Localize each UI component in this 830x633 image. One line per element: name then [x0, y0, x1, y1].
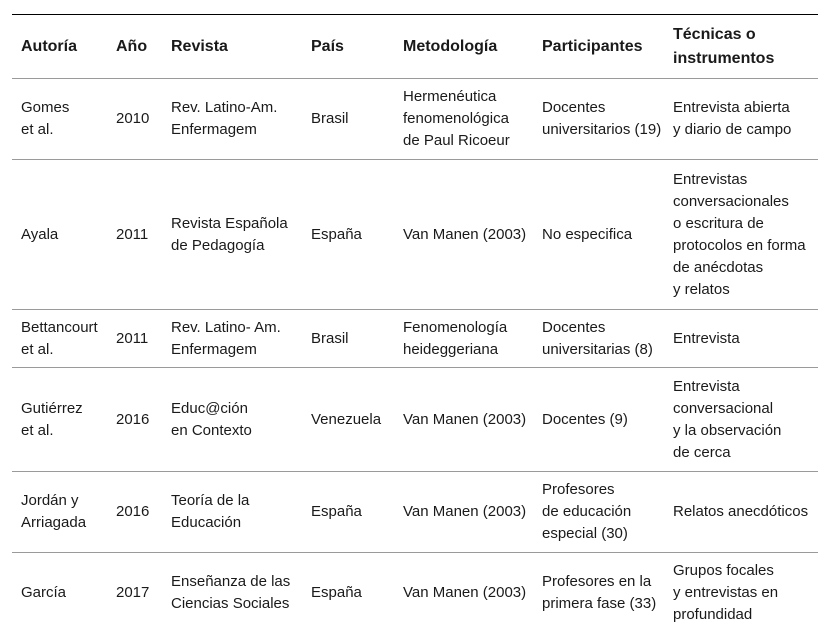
header-tecnicas: Técnicas o instrumentos — [673, 25, 775, 67]
cell-autoria: Bettancourt et al. — [21, 318, 98, 358]
cell-autoria: García — [21, 583, 67, 601]
table-header-row — [12, 15, 818, 79]
cell-metodologia: Fenomenología heideggeriana — [403, 318, 508, 358]
cell-ano: 2010 — [116, 110, 150, 127]
cell-participantes: Docentes universitarias (8) — [542, 318, 653, 358]
cell-autoria: Ayala — [21, 225, 59, 243]
cell-revista: Enseñanza de las Ciencias Sociales — [171, 572, 291, 612]
cell-tecnicas: Relatos anecdóticos — [673, 503, 809, 520]
cell-pais: Venezuela — [311, 410, 382, 428]
table-row — [12, 553, 818, 633]
header-ano: Año — [116, 37, 148, 55]
cell-revista: Revista Española de Pedagogía — [171, 214, 288, 254]
cell-ano: 2017 — [116, 583, 150, 601]
studies-table — [12, 14, 818, 633]
header-participantes: Participantes — [542, 37, 643, 55]
cell-tecnicas: Entrevista conversacional y la observación de cerca — [673, 377, 782, 461]
cell-metodologia: Van Manen (2003) — [403, 410, 527, 428]
cell-participantes: Docentes universitarios (19) — [542, 99, 662, 138]
cell-metodologia: Van Manen (2003) — [403, 225, 527, 243]
cell-pais: Brasil — [311, 110, 349, 127]
header-pais: País — [311, 37, 344, 55]
table-row — [12, 368, 818, 472]
table-row — [12, 79, 818, 160]
cell-metodologia: Van Manen (2003) — [403, 583, 527, 601]
cell-pais: España — [311, 225, 362, 243]
header-autoria: Autoría — [21, 37, 77, 55]
cell-tecnicas: Entrevista abierta y diario de campo — [673, 99, 792, 138]
cell-pais: Brasil — [311, 329, 349, 347]
cell-participantes: Profesores de educación especial (30) — [542, 481, 632, 542]
cell-metodologia: Hermenéutica fenomenológica de Paul Ricoeur — [403, 88, 510, 149]
cell-autoria: Gutiérrez et al. — [21, 399, 83, 439]
cell-tecnicas: Grupos focales y entrevistas en profundidad — [673, 561, 779, 623]
cell-metodologia: Van Manen (2003) — [403, 503, 527, 520]
cell-revista: Educ@ción en Contexto — [171, 399, 252, 439]
cell-participantes: No especifica — [542, 225, 633, 243]
cell-autoria: Gomes et al. — [21, 99, 70, 138]
header-revista: Revista — [171, 37, 228, 55]
cell-participantes: Docentes (9) — [542, 410, 628, 428]
cell-tecnicas: Entrevistas conversacionales o escritura de protocolos en forma de anécdotas y relatos — [673, 170, 806, 298]
header-metodologia: Metodología — [403, 37, 498, 55]
cell-ano: 2016 — [116, 410, 150, 428]
cell-pais: España — [311, 583, 362, 601]
table-row — [12, 160, 818, 310]
cell-tecnicas: Entrevista — [673, 329, 740, 347]
cell-autoria: Jordán y Arriagada — [21, 492, 87, 531]
cell-revista: Rev. Latino-Am. Enfermagem — [171, 99, 278, 138]
cell-ano: 2011 — [116, 225, 149, 243]
cell-ano: 2011 — [116, 329, 149, 347]
cell-ano: 2016 — [116, 503, 150, 520]
cell-pais: España — [311, 503, 362, 520]
cell-revista: Teoría de la Educación — [171, 492, 250, 531]
table-row — [12, 310, 818, 368]
table-row — [12, 472, 818, 553]
cell-participantes: Profesores en la primera fase (33) — [542, 572, 657, 612]
cell-revista: Rev. Latino- Am. Enfermagem — [171, 318, 281, 358]
